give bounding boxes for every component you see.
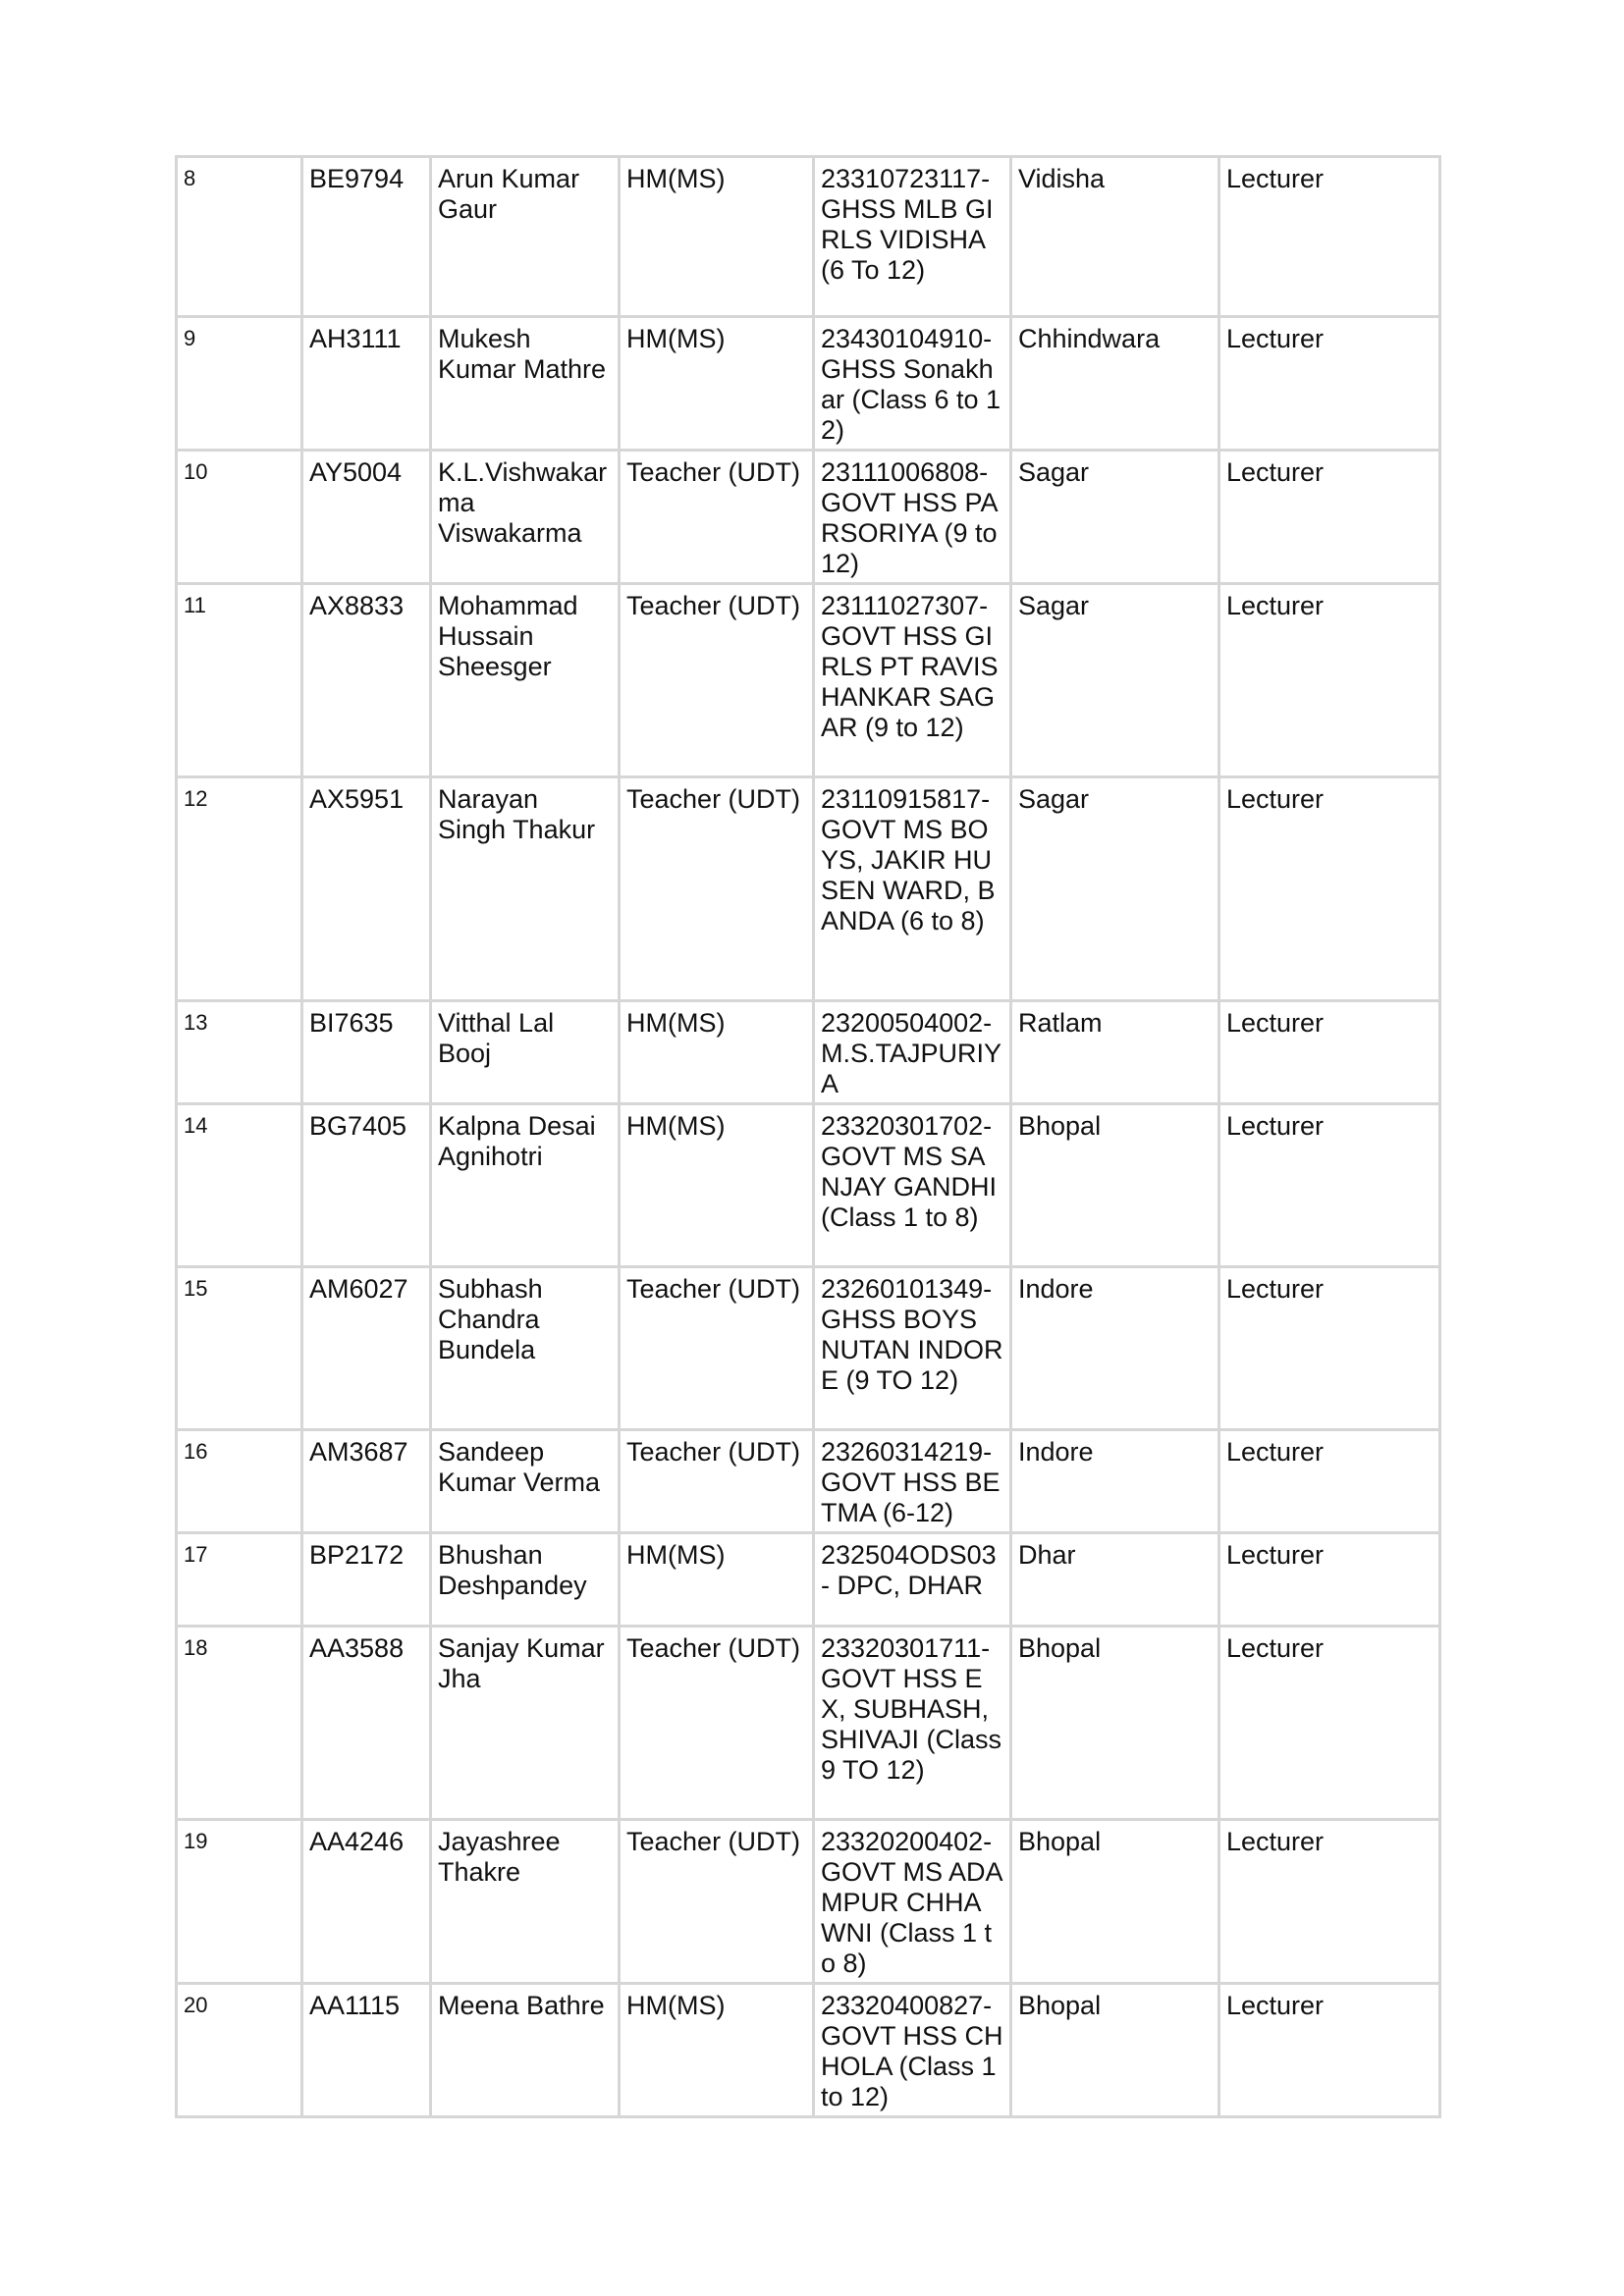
- employee-code-cell: AM3687: [303, 1431, 432, 1534]
- serial-number-cell: 11: [175, 585, 303, 778]
- employee-code-cell: AH3111: [303, 318, 432, 452]
- table-row: [175, 1002, 1441, 1105]
- institution-cell: 23320200402-GOVT MS ADAMPUR CHHAWNI (Class 1 to 8): [815, 1821, 1012, 1985]
- employee-name-cell: Mukesh Kumar Mathre: [432, 318, 621, 452]
- post-cell: Lecturer: [1220, 1105, 1441, 1268]
- district-cell: Vidisha: [1012, 155, 1220, 318]
- employee-name-cell: Kalpna Desai Agnihotri: [432, 1105, 621, 1268]
- institution-cell: 23320400827-GOVT HSS CHHOLA (Class 1 to 12): [815, 1985, 1012, 2118]
- designation-cell: Teacher (UDT): [621, 1628, 815, 1821]
- serial-number-cell: 12: [175, 778, 303, 1002]
- designation-cell: HM(MS): [621, 1105, 815, 1268]
- serial-number-cell: 17: [175, 1534, 303, 1628]
- employee-code-cell: BI7635: [303, 1002, 432, 1105]
- designation-cell: Teacher (UDT): [621, 452, 815, 585]
- post-cell: Lecturer: [1220, 155, 1441, 318]
- district-cell: Indore: [1012, 1431, 1220, 1534]
- post-cell: Lecturer: [1220, 1431, 1441, 1534]
- employee-code-cell: AM6027: [303, 1268, 432, 1431]
- employee-name-cell: Sandeep Kumar Verma: [432, 1431, 621, 1534]
- table-row: [175, 1268, 1441, 1431]
- employee-code-cell: BP2172: [303, 1534, 432, 1628]
- institution-cell: 23310723117-GHSS MLB GIRLS VIDISHA (6 To 12): [815, 155, 1012, 318]
- table-row: [175, 585, 1441, 778]
- designation-cell: Teacher (UDT): [621, 1268, 815, 1431]
- table-row: [175, 1985, 1441, 2118]
- institution-cell: 23320301711-GOVT HSS EX, SUBHASH,SHIVAJI (Class 9 TO 12): [815, 1628, 1012, 1821]
- post-cell: Lecturer: [1220, 1002, 1441, 1105]
- employee-code-cell: AA4246: [303, 1821, 432, 1985]
- employee-code-cell: AX8833: [303, 585, 432, 778]
- post-cell: Lecturer: [1220, 318, 1441, 452]
- serial-number-cell: 8: [175, 155, 303, 318]
- district-cell: Ratlam: [1012, 1002, 1220, 1105]
- institution-cell: 232504ODS03 - DPC, DHAR: [815, 1534, 1012, 1628]
- table-row: [175, 1431, 1441, 1534]
- district-cell: Dhar: [1012, 1534, 1220, 1628]
- serial-number-cell: 19: [175, 1821, 303, 1985]
- post-cell: Lecturer: [1220, 778, 1441, 1002]
- employee-name-cell: Jayashree Thakre: [432, 1821, 621, 1985]
- institution-cell: 23430104910-GHSS Sonakhar (Class 6 to 12): [815, 318, 1012, 452]
- institution-cell: 23111006808-GOVT HSS PARSORIYA (9 to 12): [815, 452, 1012, 585]
- district-cell: Bhopal: [1012, 1985, 1220, 2118]
- institution-cell: 23260314219-GOVT HSS BETMA (6-12): [815, 1431, 1012, 1534]
- designation-cell: Teacher (UDT): [621, 1431, 815, 1534]
- district-cell: Bhopal: [1012, 1628, 1220, 1821]
- employee-code-cell: BG7405: [303, 1105, 432, 1268]
- post-cell: Lecturer: [1220, 1268, 1441, 1431]
- post-cell: Lecturer: [1220, 452, 1441, 585]
- employee-name-cell: Sanjay Kumar Jha: [432, 1628, 621, 1821]
- serial-number-cell: 14: [175, 1105, 303, 1268]
- serial-number-cell: 18: [175, 1628, 303, 1821]
- employee-name-cell: K.L.Vishwakarma Viswakarma: [432, 452, 621, 585]
- institution-cell: 23260101349-GHSS BOYS NUTAN INDORE (9 TO 12): [815, 1268, 1012, 1431]
- designation-cell: Teacher (UDT): [621, 778, 815, 1002]
- institution-cell: 23200504002-M.S.TAJPURIYA: [815, 1002, 1012, 1105]
- post-cell: Lecturer: [1220, 1534, 1441, 1628]
- district-cell: Bhopal: [1012, 1105, 1220, 1268]
- post-cell: Lecturer: [1220, 1628, 1441, 1821]
- employee-name-cell: Subhash Chandra Bundela: [432, 1268, 621, 1431]
- district-cell: Sagar: [1012, 585, 1220, 778]
- district-cell: Chhindwara: [1012, 318, 1220, 452]
- employee-code-cell: AA1115: [303, 1985, 432, 2118]
- employee-name-cell: Narayan Singh Thakur: [432, 778, 621, 1002]
- serial-number-cell: 10: [175, 452, 303, 585]
- post-cell: Lecturer: [1220, 1985, 1441, 2118]
- employee-code-cell: AY5004: [303, 452, 432, 585]
- serial-number-cell: 20: [175, 1985, 303, 2118]
- table-row: [175, 452, 1441, 585]
- designation-cell: HM(MS): [621, 1002, 815, 1105]
- district-cell: Indore: [1012, 1268, 1220, 1431]
- district-cell: Bhopal: [1012, 1821, 1220, 1985]
- employee-name-cell: Meena Bathre: [432, 1985, 621, 2118]
- table-row: [175, 1105, 1441, 1268]
- district-cell: Sagar: [1012, 452, 1220, 585]
- table-row: [175, 1534, 1441, 1628]
- designation-cell: HM(MS): [621, 155, 815, 318]
- employee-code-cell: AX5951: [303, 778, 432, 1002]
- post-cell: Lecturer: [1220, 1821, 1441, 1985]
- institution-cell: 23111027307-GOVT HSS GIRLS PT RAVISHANKAR SAGAR (9 to 12): [815, 585, 1012, 778]
- employee-code-cell: AA3588: [303, 1628, 432, 1821]
- serial-number-cell: 13: [175, 1002, 303, 1105]
- district-cell: Sagar: [1012, 778, 1220, 1002]
- employee-name-cell: Bhushan Deshpandey: [432, 1534, 621, 1628]
- serial-number-cell: 15: [175, 1268, 303, 1431]
- table-body: [175, 155, 1441, 2118]
- designation-cell: HM(MS): [621, 1985, 815, 2118]
- serial-number-cell: 9: [175, 318, 303, 452]
- institution-cell: 23110915817-GOVT MS BOYS, JAKIR HUSEN WARD, BANDA (6 to 8): [815, 778, 1012, 1002]
- table-row: [175, 778, 1441, 1002]
- designation-cell: Teacher (UDT): [621, 585, 815, 778]
- serial-number-cell: 16: [175, 1431, 303, 1534]
- designation-cell: Teacher (UDT): [621, 1821, 815, 1985]
- employee-name-cell: Mohammad Hussain Sheesger: [432, 585, 621, 778]
- institution-cell: 23320301702-GOVT MS SANJAY GANDHI (Class 1 to 8): [815, 1105, 1012, 1268]
- table-row: [175, 1821, 1441, 1985]
- designation-cell: HM(MS): [621, 1534, 815, 1628]
- table-row: [175, 1628, 1441, 1821]
- employee-name-cell: Vitthal Lal Booj: [432, 1002, 621, 1105]
- table-row: [175, 155, 1441, 318]
- employee-name-cell: Arun Kumar Gaur: [432, 155, 621, 318]
- designation-cell: HM(MS): [621, 318, 815, 452]
- employee-code-cell: BE9794: [303, 155, 432, 318]
- post-cell: Lecturer: [1220, 585, 1441, 778]
- table-row: [175, 318, 1441, 452]
- transfer-list-table: [175, 155, 1441, 2118]
